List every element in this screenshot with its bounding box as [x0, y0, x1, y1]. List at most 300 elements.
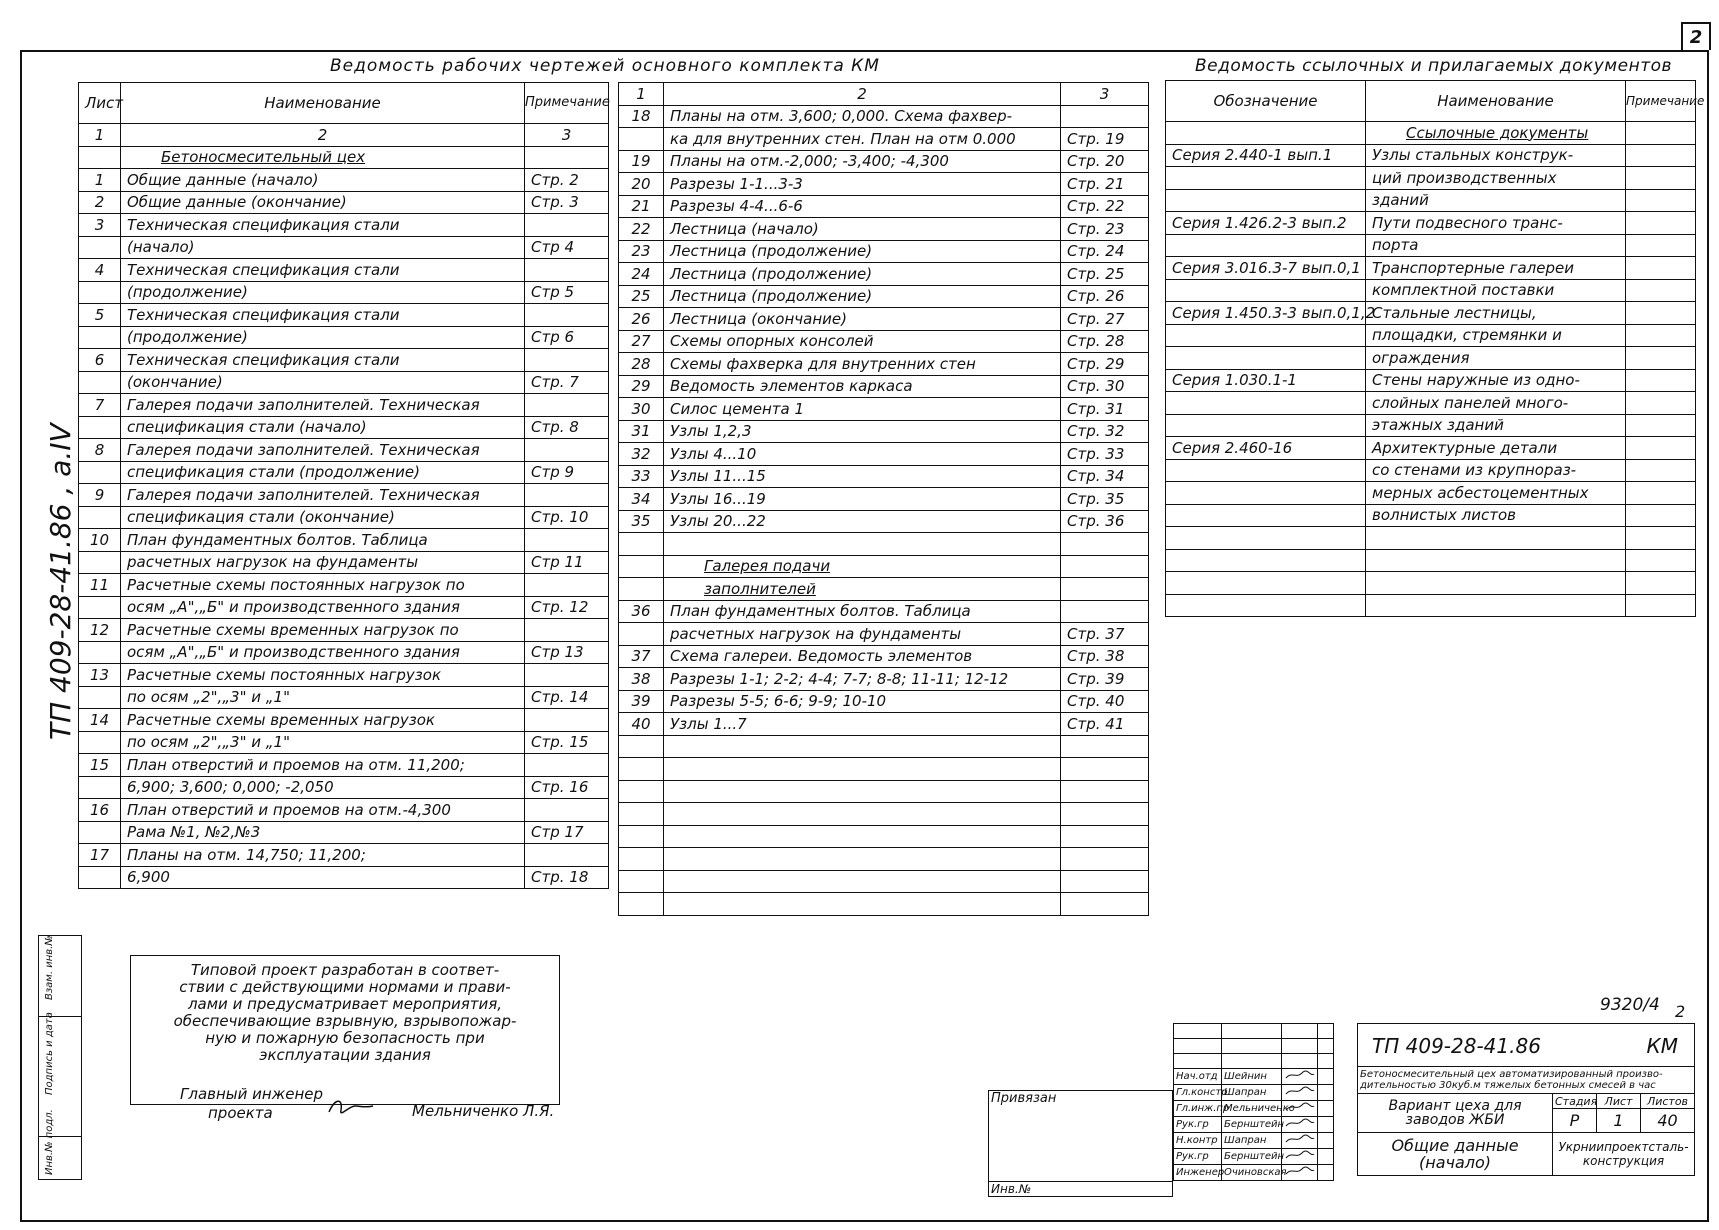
left-table-row	[79, 776, 609, 799]
mid-table-row	[619, 398, 1149, 421]
mid-table-cell	[619, 780, 664, 803]
mid-table-cell: Силос цемента 1	[664, 398, 1061, 421]
col-number: 1	[619, 83, 664, 106]
left-table-cell: по осям „2",„3" и „1"	[121, 731, 525, 754]
right-table-cell	[1626, 324, 1696, 347]
mid-table-cell: Разрезы 5-5; 6-6; 9-9; 10-10	[664, 690, 1061, 713]
right-table-cell: Узлы стальных конструк-	[1366, 144, 1626, 167]
strip-label: Взам. инв.№	[44, 935, 55, 1000]
left-table-row	[79, 281, 609, 304]
mid-table-cell: Стр. 22	[1061, 195, 1149, 218]
left-table-cell: Галерея подачи заполнителей. Техническая	[121, 484, 525, 507]
right-table-cell	[1166, 549, 1366, 572]
left-table-cell: Техническая спецификация стали	[121, 304, 525, 327]
section-heading: Ссылочные документы	[1406, 123, 1589, 142]
left-table-row	[79, 304, 609, 327]
mid-table-cell: Лестница (продолжение)	[664, 240, 1061, 263]
stamp-main	[1357, 1023, 1695, 1176]
right-table-cell	[1166, 572, 1366, 595]
col-header: Обозначение	[1166, 81, 1366, 122]
mid-table-cell	[619, 825, 664, 848]
left-table-row	[79, 709, 609, 732]
mid-table-cell: 20	[619, 173, 664, 196]
left-table-cell: 12	[79, 619, 121, 642]
right-table-row	[1166, 144, 1696, 167]
project-code: ТП 409-28-41.86	[1372, 1034, 1541, 1058]
right-table-cell	[1366, 572, 1626, 595]
right-table-cell	[1166, 504, 1366, 527]
right-table-cell: волнистых листов	[1366, 504, 1626, 527]
mid-table-cell: 27	[619, 330, 664, 353]
right-table-cell	[1166, 189, 1366, 212]
signer-role: Нач.отд	[1174, 1069, 1222, 1085]
left-table-cell: Техническая спецификация стали	[121, 349, 525, 372]
left-table-cell	[525, 394, 609, 417]
mid-table-cell	[1061, 555, 1149, 578]
mid-table-cell	[1061, 578, 1149, 601]
mid-table-cell: Лестница (окончание)	[664, 308, 1061, 331]
left-table-cell: осям „А",„Б" и производственного здания	[121, 596, 525, 619]
mid-table-cell: 38	[619, 668, 664, 691]
album-subnumber: 2	[1675, 1002, 1686, 1021]
left-table-title: Ведомость рабочих чертежей основного комплекта КМ	[330, 56, 880, 76]
left-table-cell	[79, 371, 121, 394]
left-table-cell	[525, 709, 609, 732]
col-header: Примечание	[525, 83, 609, 124]
col-number: 2	[121, 124, 525, 147]
right-table-cell: Стальные лестницы,	[1366, 302, 1626, 325]
right-table-cell: Серия 2.440-1 вып.1	[1166, 144, 1366, 167]
mid-table-row	[619, 555, 1149, 578]
left-table-row	[79, 731, 609, 754]
left-table-cell	[79, 776, 121, 799]
col-number: 2	[664, 83, 1061, 106]
left-table-cell	[79, 551, 121, 574]
mid-table-cell: 25	[619, 285, 664, 308]
mid-table-row	[619, 735, 1149, 758]
mid-table-cell: Узлы 1...7	[664, 713, 1061, 736]
mid-table-cell: 36	[619, 600, 664, 623]
mid-table-cell	[1061, 825, 1149, 848]
left-table-row	[79, 529, 609, 552]
right-table-row	[1166, 504, 1696, 527]
mid-table-cell: 18	[619, 105, 664, 128]
left-table-cell: 6	[79, 349, 121, 372]
mid-table-cell: Стр. 27	[1061, 308, 1149, 331]
mid-table-row	[619, 173, 1149, 196]
mid-table-cell: Стр. 33	[1061, 443, 1149, 466]
left-table-cell	[525, 439, 609, 462]
right-table-row	[1166, 572, 1696, 595]
left-table-row	[79, 799, 609, 822]
right-table-cell	[1626, 347, 1696, 370]
left-table-cell: 11	[79, 574, 121, 597]
left-table-row	[79, 866, 609, 889]
left-table-row	[79, 394, 609, 417]
album-number: 9320/4	[1600, 995, 1660, 1015]
left-table-cell: 17	[79, 844, 121, 867]
right-table-cell	[1166, 324, 1366, 347]
mid-table-cell: Стр. 20	[1061, 150, 1149, 173]
right-table-cell	[1626, 437, 1696, 460]
right-table-cell: ций производственных	[1366, 167, 1626, 190]
mid-table-cell	[664, 533, 1061, 556]
right-table-row	[1166, 437, 1696, 460]
mid-table-cell	[619, 848, 664, 871]
mid-table-cell: Разрезы 4-4...6-6	[664, 195, 1061, 218]
left-table-row	[79, 146, 609, 169]
right-table-cell	[1626, 572, 1696, 595]
left-table-row	[79, 169, 609, 192]
privyazan-block	[988, 1090, 1173, 1197]
mid-table-cell	[619, 555, 664, 578]
left-table-row	[79, 371, 609, 394]
right-table-cell: Серия 1.450.3-3 вып.0,1,2	[1166, 302, 1366, 325]
left-table-row	[79, 439, 609, 462]
left-table-cell	[525, 529, 609, 552]
left-table-cell: Расчетные схемы постоянных нагрузок	[121, 664, 525, 687]
right-table-cell	[1626, 594, 1696, 617]
right-table-title: Ведомость ссылочных и прилагаемых документов	[1195, 56, 1673, 76]
right-table-cell: Транспортерные галереи	[1366, 257, 1626, 280]
left-table-cell: осям „А",„Б" и производственного здания	[121, 641, 525, 664]
signer-name: Шейнин	[1222, 1069, 1282, 1085]
right-table-cell: порта	[1366, 234, 1626, 257]
left-table-cell: (окончание)	[121, 371, 525, 394]
left-table-cell: Стр. 8	[525, 416, 609, 439]
organization: конструкция	[1582, 1154, 1665, 1168]
mid-table-cell: 24	[619, 263, 664, 286]
right-table-cell	[1166, 482, 1366, 505]
note-line: Типовой проект разработан в соответ-	[190, 961, 500, 979]
sheets-label: Листов	[1641, 1094, 1695, 1109]
left-table-row	[79, 574, 609, 597]
right-table-row	[1166, 347, 1696, 370]
mid-table-row	[619, 263, 1149, 286]
right-table-row	[1166, 167, 1696, 190]
mid-table-row	[619, 195, 1149, 218]
left-table-cell	[79, 281, 121, 304]
mid-table-row	[619, 240, 1149, 263]
side-code: ТП 409-28-41.86 , а.IV	[44, 423, 77, 740]
mid-table-cell: 31	[619, 420, 664, 443]
right-table-row	[1166, 189, 1696, 212]
mid-table-cell: ка для внутренних стен. План на отм 0.000	[664, 128, 1061, 151]
date-cell	[1318, 1069, 1334, 1085]
right-table-cell	[1626, 279, 1696, 302]
mid-table-row	[619, 330, 1149, 353]
left-table-cell	[121, 146, 525, 169]
left-table-row	[79, 461, 609, 484]
left-table-cell: Стр 17	[525, 821, 609, 844]
signer-name: Бернштейн	[1222, 1149, 1282, 1165]
mid-table-cell	[664, 555, 1061, 578]
left-table-row	[79, 641, 609, 664]
left-table-cell	[79, 506, 121, 529]
mid-table-row	[619, 893, 1149, 916]
mid-table-cell	[664, 893, 1061, 916]
mid-table-row	[619, 105, 1149, 128]
left-table-cell	[79, 641, 121, 664]
stage-label: Стадия	[1553, 1094, 1597, 1109]
mid-table-cell	[619, 758, 664, 781]
right-table-cell	[1626, 144, 1696, 167]
right-table-cell: Серия 1.030.1-1	[1166, 369, 1366, 392]
mid-table-cell: Стр. 21	[1061, 173, 1149, 196]
mid-table-cell	[619, 623, 664, 646]
mid-table-cell: Лестница (продолжение)	[664, 285, 1061, 308]
col-number: 3	[525, 124, 609, 147]
mid-table-cell: 35	[619, 510, 664, 533]
left-table-cell: 10	[79, 529, 121, 552]
mid-table-cell: Стр. 31	[1061, 398, 1149, 421]
left-table-cell: Общие данные (начало)	[121, 169, 525, 192]
section-heading: Галерея подачи	[704, 557, 831, 576]
left-table-cell	[525, 619, 609, 642]
mid-table-cell: 26	[619, 308, 664, 331]
left-table-cell: 4	[79, 259, 121, 282]
left-table-cell: План фундаментных болтов. Таблица	[121, 529, 525, 552]
right-table-row	[1166, 549, 1696, 572]
mid-table-row	[619, 150, 1149, 173]
right-table-row	[1166, 392, 1696, 415]
mid-table-cell: Стр. 38	[1061, 645, 1149, 668]
col-header: Наименование	[1366, 81, 1626, 122]
right-table-row	[1166, 527, 1696, 550]
left-table-row	[79, 191, 609, 214]
right-table-cell: Серия 1.426.2-3 вып.2	[1166, 212, 1366, 235]
right-table-cell	[1626, 167, 1696, 190]
right-table-cell: Стены наружные из одно-	[1366, 369, 1626, 392]
left-table-cell	[79, 236, 121, 259]
mid-table-row	[619, 690, 1149, 713]
mid-table-cell	[1061, 533, 1149, 556]
left-table-cell: Стр. 10	[525, 506, 609, 529]
mid-table-cell: 39	[619, 690, 664, 713]
right-table-cell: ограждения	[1366, 347, 1626, 370]
right-table-row	[1166, 302, 1696, 325]
mid-table-row	[619, 870, 1149, 893]
mid-table-row	[619, 218, 1149, 241]
mid-table-cell: 23	[619, 240, 664, 263]
signer-role: Инженер	[1174, 1165, 1222, 1181]
mid-table-cell: расчетных нагрузок на фундаменты	[664, 623, 1061, 646]
right-table-cell	[1366, 122, 1626, 145]
mid-table-cell	[619, 893, 664, 916]
left-table-cell	[525, 214, 609, 237]
left-table-cell	[525, 259, 609, 282]
right-table-row	[1166, 324, 1696, 347]
mid-table-cell: 30	[619, 398, 664, 421]
stage-value: Р	[1553, 1109, 1597, 1133]
signer-name: Бернштейн	[1222, 1117, 1282, 1133]
right-table-row	[1166, 212, 1696, 235]
chief-engineer-name: Мельниченко Л.Я.	[412, 1102, 555, 1120]
date-cell	[1318, 1101, 1334, 1117]
left-table-row	[79, 236, 609, 259]
left-table-row	[79, 596, 609, 619]
mid-table-cell	[1061, 848, 1149, 871]
left-table-row	[79, 214, 609, 237]
right-table-cell	[1626, 189, 1696, 212]
signer-row	[1174, 1117, 1334, 1133]
signature	[1282, 1133, 1318, 1149]
mid-table-cell: 28	[619, 353, 664, 376]
section-heading: заполнителей	[704, 579, 816, 598]
mid-table-cell: Стр. 30	[1061, 375, 1149, 398]
right-table-cell	[1166, 527, 1366, 550]
right-table	[1165, 80, 1705, 617]
signer-name: Очиновская	[1222, 1165, 1282, 1181]
mid-table-cell	[664, 578, 1061, 601]
mid-table-cell: Планы на отм.-2,000; -3,400; -4,300	[664, 150, 1061, 173]
mid-table-row	[619, 713, 1149, 736]
right-table-row	[1166, 369, 1696, 392]
left-table-cell: Общие данные (окончание)	[121, 191, 525, 214]
right-table-row	[1166, 257, 1696, 280]
col-header: Примечание	[1626, 81, 1696, 122]
left-table-cell: спецификация стали (окончание)	[121, 506, 525, 529]
mid-table-row	[619, 308, 1149, 331]
mid-table-cell: Схемы опорных консолей	[664, 330, 1061, 353]
signer-row	[1174, 1165, 1334, 1181]
mid-table-cell	[619, 870, 664, 893]
mid-table-cell	[1061, 735, 1149, 758]
project-description: дительностью 30куб.м тяжелых бетонных смесей в час	[1360, 1080, 1656, 1091]
right-table-row	[1166, 279, 1696, 302]
mid-table-cell: Схемы фахверка для внутренних стен	[664, 353, 1061, 376]
right-table-cell	[1166, 234, 1366, 257]
right-table-cell	[1626, 234, 1696, 257]
left-table-cell	[79, 596, 121, 619]
mid-table-row	[619, 488, 1149, 511]
left-table-row	[79, 326, 609, 349]
right-table-cell	[1626, 369, 1696, 392]
left-table-cell: Стр. 2	[525, 169, 609, 192]
left-table-cell: Техническая спецификация стали	[121, 259, 525, 282]
signature	[1282, 1149, 1318, 1165]
left-table-row	[79, 551, 609, 574]
right-table-cell	[1626, 459, 1696, 482]
left-table-cell: 1	[79, 169, 121, 192]
mid-table-cell: Узлы 16...19	[664, 488, 1061, 511]
right-table-row	[1166, 234, 1696, 257]
project-description: Бетоносмесительный цех автоматизированный произво-	[1360, 1069, 1663, 1080]
mid-table-cell: Стр. 34	[1061, 465, 1149, 488]
mid-table-cell	[664, 870, 1061, 893]
mid-table-cell	[664, 803, 1061, 826]
right-table-cell	[1626, 504, 1696, 527]
mid-table-cell: 21	[619, 195, 664, 218]
right-table-cell: Архитектурные детали	[1366, 437, 1626, 460]
signer-name: Шапран	[1222, 1085, 1282, 1101]
col-header: Лист	[79, 83, 121, 124]
mid-table-cell	[619, 128, 664, 151]
signer-role: Главный инженер	[180, 1085, 323, 1103]
left-table-row	[79, 821, 609, 844]
mid-table-cell: Стр. 25	[1061, 263, 1149, 286]
right-table-cell	[1366, 549, 1626, 572]
left-table-cell: 6,900	[121, 866, 525, 889]
mid-table-cell: 33	[619, 465, 664, 488]
left-table-row	[79, 686, 609, 709]
col-header: Наименование	[121, 83, 525, 124]
right-table-cell: Серия 3.016.3-7 вып.0,1	[1166, 257, 1366, 280]
mid-table-cell: Стр. 28	[1061, 330, 1149, 353]
mid-table-cell	[1061, 893, 1149, 916]
note-line: обеспечивающие взрывную, взрывопожар-	[173, 1012, 517, 1030]
left-table-cell: План отверстий и проемов на отм.-4,300	[121, 799, 525, 822]
left-table-cell: Стр 11	[525, 551, 609, 574]
signer-row	[1174, 1069, 1334, 1085]
mid-table-row	[619, 825, 1149, 848]
left-table-cell: Техническая спецификация стали	[121, 214, 525, 237]
left-table-cell: 2	[79, 191, 121, 214]
left-table-cell: (начало)	[121, 236, 525, 259]
mid-table-cell	[1061, 600, 1149, 623]
left-table-row	[79, 416, 609, 439]
mid-table-cell	[619, 533, 664, 556]
left-table-cell	[79, 866, 121, 889]
left-table-cell: Стр. 7	[525, 371, 609, 394]
drawing-mark: КМ	[1646, 1034, 1678, 1058]
left-table-cell: 15	[79, 754, 121, 777]
left-table-cell	[79, 416, 121, 439]
right-table-cell	[1626, 122, 1696, 145]
signers-table	[1173, 1023, 1334, 1181]
date-cell	[1318, 1085, 1334, 1101]
signature	[1282, 1069, 1318, 1085]
mid-table-cell	[619, 803, 664, 826]
left-table-cell: 14	[79, 709, 121, 732]
mid-table-cell: Лестница (начало)	[664, 218, 1061, 241]
sheet-title: (начало)	[1418, 1153, 1492, 1172]
right-table-cell	[1166, 347, 1366, 370]
left-table-cell: Стр. 18	[525, 866, 609, 889]
left-table-cell: Стр 9	[525, 461, 609, 484]
left-table-cell	[525, 664, 609, 687]
mid-table-cell: Стр. 36	[1061, 510, 1149, 533]
left-table-cell: 5	[79, 304, 121, 327]
left-table-cell	[525, 349, 609, 372]
left-table-row	[79, 349, 609, 372]
left-table-cell: Стр. 12	[525, 596, 609, 619]
signature	[1282, 1085, 1318, 1101]
left-table-cell: 13	[79, 664, 121, 687]
mid-table-cell	[664, 825, 1061, 848]
left-table-cell	[525, 146, 609, 169]
right-table-row	[1166, 594, 1696, 617]
right-table-cell	[1166, 122, 1366, 145]
sheet-value: 1	[1597, 1109, 1641, 1133]
left-table-cell	[525, 799, 609, 822]
mid-table-cell: Стр. 29	[1061, 353, 1149, 376]
right-table-cell	[1366, 527, 1626, 550]
mid-table-cell: Стр. 23	[1061, 218, 1149, 241]
mid-table-cell: Стр. 40	[1061, 690, 1149, 713]
left-table-cell: спецификация стали (начало)	[121, 416, 525, 439]
right-table-cell: Пути подвесного транс-	[1366, 212, 1626, 235]
left-table	[78, 82, 609, 889]
left-table-row	[79, 506, 609, 529]
mid-table-row	[619, 443, 1149, 466]
project-note	[130, 955, 560, 1105]
mid-table-cell: 34	[619, 488, 664, 511]
left-table-cell: 16	[79, 799, 121, 822]
left-table-cell: 3	[79, 214, 121, 237]
date-cell	[1318, 1133, 1334, 1149]
mid-table-row	[619, 375, 1149, 398]
